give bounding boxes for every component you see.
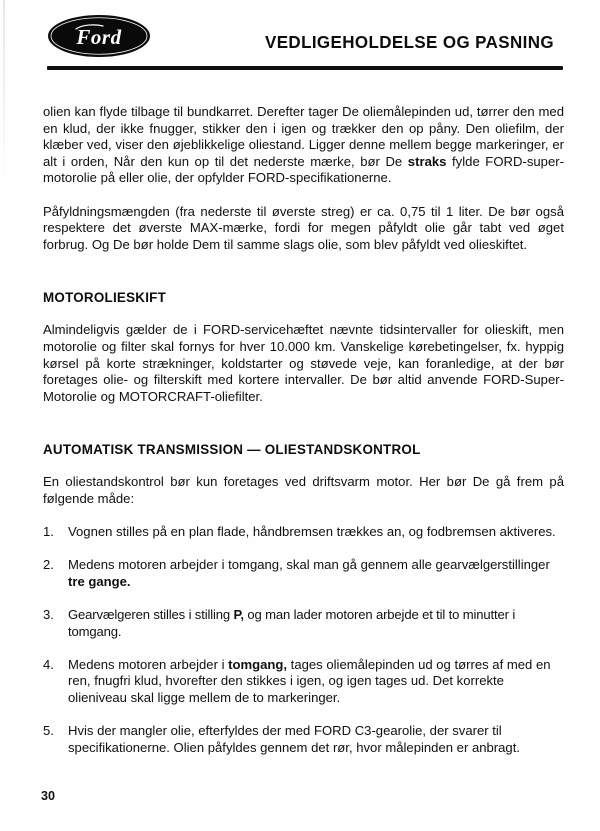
- svg-text:Ford: Ford: [76, 25, 122, 49]
- paragraph-oil-change-intervals: Almindeligvis gælder de i FORD-servicehæftet nævnte tidsintervaller for olieskift, men motorolie og filter skal fornys for hver 10.000 km. Vanskelige kørebetingelser, fx. hyppig kørsel på korte strækninger, koldstarter og støvede veje, kan foranledige, at der bør foretages olie- og filterskift med kortere intervaller. De bør altid anvende FORD-Super-Motorolie og MOTORCRAFT-oliefilter.: [43, 322, 564, 404]
- list-item: [43, 557, 564, 590]
- step-text-a: Medens motoren arbejder i: [68, 656, 229, 672]
- step-number: 1.: [43, 524, 54, 540]
- heading-spacer-oil-change: [43, 305, 564, 322]
- list-item: [43, 607, 564, 640]
- step-number: 5.: [43, 723, 54, 739]
- list-item: [43, 723, 564, 756]
- list-item: [43, 657, 564, 707]
- section-spacer-oil-change: [43, 253, 564, 290]
- step-number: 2.: [43, 557, 54, 573]
- page-title: VEDLIGEHOLDELSE OG PASNING: [265, 32, 554, 52]
- step-text-b: og man lader motoren arbejde et til to minutter i tomgang.: [68, 607, 516, 639]
- step-number: 4.: [43, 656, 54, 672]
- step-number: 3.: [43, 607, 54, 623]
- paragraph-oil-dipstick: [43, 104, 564, 187]
- step-emphasis: tomgang,: [228, 656, 288, 672]
- step-emphasis: P,: [233, 607, 244, 623]
- paragraph-transmission-intro: En oliestandskontrol bør kun foretages ved driftsvarm motor. Her bør De gå frem på følgende måde:: [43, 474, 564, 506]
- transmission-check-steps: [43, 524, 564, 756]
- heading-spacer-transmission: [43, 457, 564, 474]
- heading-automatisk-transmission: AUTOMATISK TRANSMISSION — OLIESTANDSKONTROL: [43, 442, 421, 458]
- paragraph-1-text-b: fylde FORD-super-motorolie på eller olie, der opfylder FORD-specifikationerne.: [43, 153, 564, 186]
- step-text-a: Hvis der mangler olie, efterfyldes der med FORD C3-gearolie, der svarer til specifikationerne. Olien påfyldes gennem det rør, hvor målepinden er anbragt.: [68, 723, 520, 755]
- paragraph-fill-quantity: Påfyldningsmængden (fra nederste til øverste streg) er ca. 0,75 til 1 liter. De bør også respektere det øverste MAX-mærke, fordi for megen påfyldt olie går tabt ved øget forbrug. Og De bør holde Dem til samme slags olie, som blev påfyldt ved olieskiftet.: [43, 203, 564, 252]
- step-emphasis: tre gange.: [68, 573, 131, 589]
- list-item: [43, 524, 564, 541]
- ford-logo: [47, 14, 151, 58]
- page-number: 30: [41, 789, 56, 803]
- list-top-spacer: [43, 508, 564, 525]
- page-header: [0, 0, 600, 80]
- page-content: [43, 104, 564, 756]
- step-text-a: Medens motoren arbejder i tomgang, skal man gå gennem alle gearvælgerstillinger: [68, 557, 550, 573]
- section-spacer-transmission: [43, 405, 564, 442]
- header-divider-rule: [47, 66, 563, 70]
- paragraph-1-text-a: olien kan flyde tilbage til bundkarret. Derefter tager De oliemålepinden ud, tørrer den med en klud, der ikke fnugger, stikker den i igen og trækker den op påny. Den oliefilm, der klæber ved, viser den øjeblikkelige oliestand. Ligger denne mellem begge markeringer, er alt i orden, Når den kun op til det nederste mærke, bør De: [43, 104, 564, 169]
- paragraph-1-emphasis: straks: [407, 153, 447, 169]
- step-text-a: Vognen stilles på en plan flade, håndbremsen trækkes an, og fodbremsen aktiveres.: [68, 524, 556, 540]
- step-text-a: Gearvælgeren stilles i stilling: [68, 607, 234, 623]
- step-text-b: tages oliemålepinden ud og tørres af med en ren, fnugfri klud, hvorefter den stikkes i igen, og igen tages ud. Det korrekte olieniveau skal ligge mellem de to markeringer.: [68, 656, 551, 706]
- paragraph-spacer: [43, 187, 564, 204]
- heading-motorolieskift: MOTOROLIESKIFT: [43, 290, 167, 306]
